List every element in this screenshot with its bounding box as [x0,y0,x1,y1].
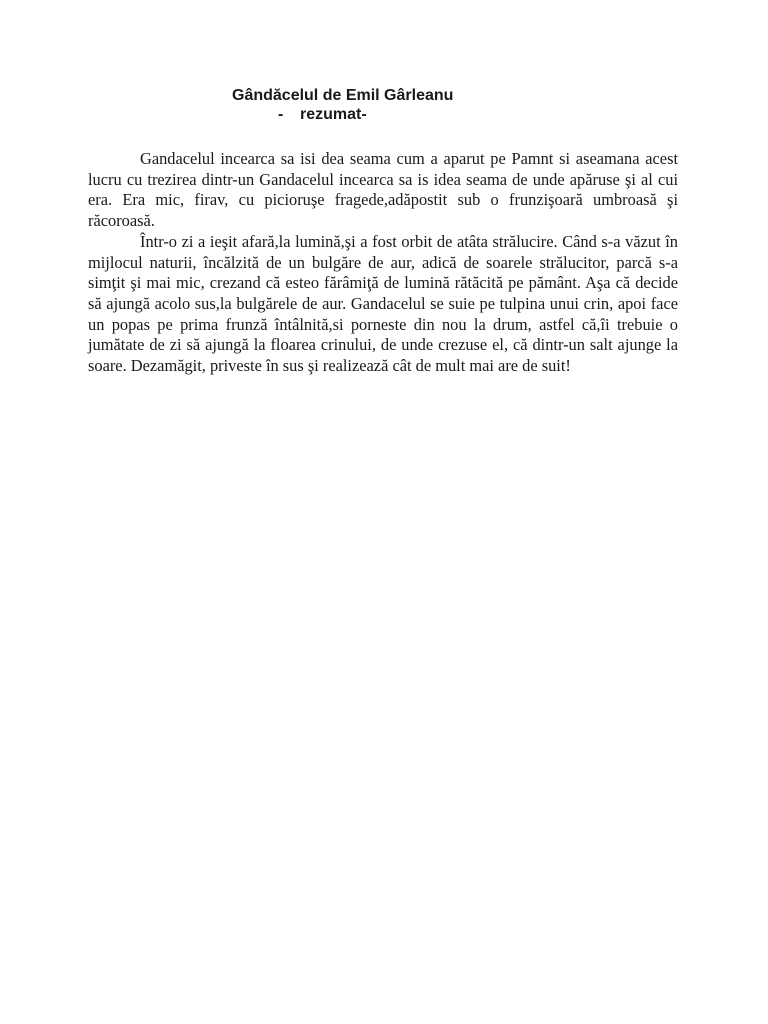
document-title: Gândăcelul de Emil Gârleanu [232,87,454,104]
paragraph-2: Într-o zi a ieşit afară,la lumină,şi a fost orbit de atâta strălucire. Când s-a văzut în mijlocul naturii, încălzită de un bulgăre de aur, adică de soarele strălucitor, parcă s-a simţit şi mai mic, crezand că esteo fărâmiţă de lumină rătăcită pe pământ. Aşa că decide să ajungă acolo sus,la bulgărele de aur. Gandacelul se suie pe tulpina unui crin, apoi face un popas pe prima frunză întâlnită,si porneste din nou la drum, astfel că,îi trebuie o jumătate de zi să ajungă la floarea crinului, de unde crezuse el, că dintr-un salt ajunge la soare. Dezamăgit, priveste în sus şi realizează cât de mult mai are de suit! [88,231,678,376]
document-subtitle [278,105,367,125]
document-body [88,149,678,377]
subtitle-dash: - [278,106,284,123]
paragraph-1: Gandacelul incearca sa isi dea seama cum a aparut pe Pamnt si aseamana acest lucru cu trezirea dintr-un Gandacelul incearca sa is idea seama de unde apăruse şi al cui era. Era mic, firav, cu picioruşe fragede,adăpostit sub o frunzişoară umbroasă şi răcoroasă. [88,149,678,231]
subtitle-text: rezumat- [300,106,367,123]
